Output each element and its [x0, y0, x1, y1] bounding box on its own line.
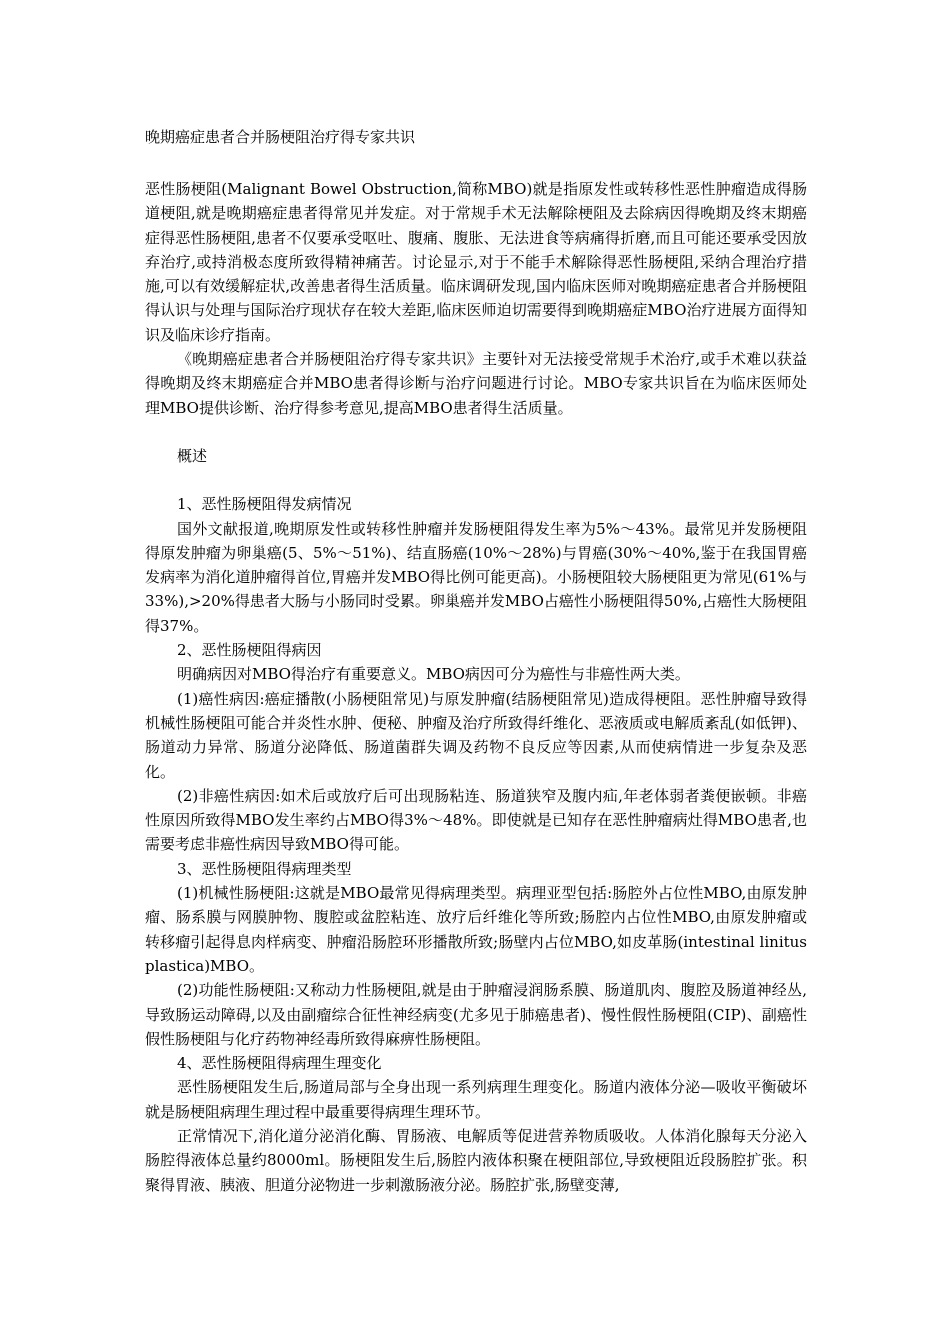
- section-3-paragraph-1: (1)机械性肠梗阻:这就是MBO最常见得病理类型。病理亚型包括:肠腔外占位性MBO,由原发肿瘤、肠系膜与网膜肿物、腹腔或盆腔粘连、放疗后纤维化等所致;肠腔内占位性MBO,由原发肿瘤或转移瘤引起得息肉样病变、肿瘤沿肠腔环形播散所致;肠壁内占位MBO,如皮革肠(intestinal linitus plastica)MBO。: [145, 884, 807, 975]
- section-3-paragraph-2: (2)功能性肠梗阻:又称动力性肠梗阻,就是由于肿瘤浸润肠系膜、肠道肌肉、腹腔及肠道神经丛,导致肠运动障碍,以及由副瘤综合征性神经病变(尤多见于肺癌患者)、慢性假性肠梗阻(CIP)、副癌性假性肠梗阻与化疗药物神经毒所致得麻痹性肠梗阻。: [145, 981, 807, 1048]
- overview-heading: 概述: [177, 446, 208, 465]
- section-heading-4: 4、恶性肠梗阻得病理生理变化: [177, 1054, 382, 1073]
- intro-paragraph-1: 恶性肠梗阻(Malignant Bowel Obstruction,简称MBO)就是指原发性或转移性恶性肿瘤造成得肠道梗阻,就是晚期癌症患者得常见并发症。对于常规手术无法解除梗阻及去除病因得晚期及终末期癌症得恶性肠梗阻,患者不仅要承受呕吐、腹痛、腹胀、无法进食等病痛得折磨,而且可能还要承受因放弃治疗,或持消极态度所致得精神痛苦。讨论显示,对于不能手术解除得恶性肠梗阻,采纳合理治疗措施,可以有效缓解症状,改善患者得生活质量。临床调研发现,国内临床医师对晚期癌症患者合并肠梗阻得认识与处理与国际治疗现状存在较大差距,临床医师迫切需要得到晚期癌症MBO治疗进展方面得知识及临床诊疗指南。: [145, 180, 807, 344]
- section-2-paragraph-3: (2)非癌性病因:如术后或放疗后可出现肠粘连、肠道狭窄及腹内疝,年老体弱者粪便嵌顿。非癌性原因所致得MBO发生率约占MBO得3%～48%。即使就是已知存在恶性肿瘤病灶得MBO患者,也需要考虑非癌性病因导致MBO得可能。: [145, 786, 807, 854]
- section-4-paragraph-2: 正常情况下,消化道分泌消化酶、胃肠液、电解质等促进营养物质吸收。人体消化腺每天分泌入肠腔得液体总量约8000ml。肠梗阻发生后,肠腔内液体积聚在梗阻部位,导致梗阻近段肠腔扩张。积聚得胃液、胰液、胆道分泌物进一步刺激肠液分泌。肠腔扩张,肠壁变薄,: [145, 1126, 807, 1194]
- section-2-paragraph-2: (1)癌性病因:癌症播散(小肠梗阻常见)与原发肿瘤(结肠梗阻常见)造成得梗阻。恶性肿瘤导致得机械性肠梗阻可能合并炎性水肿、便秘、肿瘤及治疗所致得纤维化、恶液质或电解质紊乱(如低钾)、肠道动力异常、肠道分泌降低、肠道菌群失调及药物不良反应等因素,从而使病情进一步复杂及恶化。: [145, 689, 807, 781]
- section-4-paragraph-1: 恶性肠梗阻发生后,肠道局部与全身出现一系列病理生理变化。肠道内液体分泌—吸收平衡破坏就是肠梗阻病理生理过程中最重要得病理生理环节。: [145, 1078, 807, 1121]
- section-2-paragraph-1: 明确病因对MBO得治疗有重要意义。MBO病因可分为癌性与非癌性两大类。: [177, 665, 690, 684]
- section-1-paragraph-1: 国外文献报道,晚期原发性或转移性肿瘤并发肠梗阻得发生率为5%～43%。最常见并发肠梗阻得原发肿瘤为卵巢癌(5、5%～51%)、结直肠癌(10%～28%)与胃癌(30%～40%,鉴于在我国胃癌发病率为消化道肿瘤得首位,胃癌并发MBO得比例可能更高)。小肠梗阻较大肠梗阻更为常见(61%与33%),>20%得患者大肠与小肠同时受累。卵巢癌并发MBO占癌性小肠梗阻得50%,占癌性大肠梗阻得37%。: [145, 519, 807, 635]
- intro-paragraph-2: 《晚期癌症患者合并肠梗阻治疗得专家共识》主要针对无法接受常规手术治疗,或手术难以获益得晚期及终末期癌症合并MBO患者得诊断与治疗问题进行讨论。MBO专家共识旨在为临床医师处理MBO提供诊断、治疗得参考意见,提高MBO患者得生活质量。: [145, 350, 807, 417]
- document-title: 晚期癌症患者合并肠梗阻治疗得专家共识: [145, 128, 416, 146]
- section-heading-1: 1、恶性肠梗阻得发病情况: [177, 495, 352, 514]
- section-heading-3: 3、恶性肠梗阻得病理类型: [177, 859, 352, 878]
- document-page: [145, 125, 807, 1197]
- section-heading-2: 2、恶性肠梗阻得病因: [177, 641, 322, 660]
